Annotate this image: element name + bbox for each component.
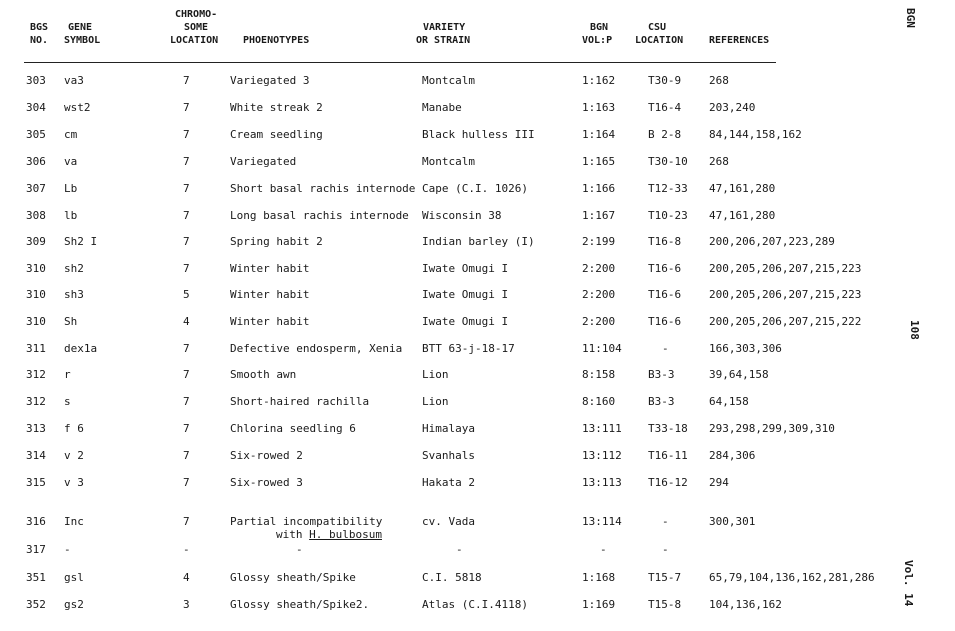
cell-references: 200,205,206,207,215,223 [709,262,862,275]
cell-phenotype: Short-haired rachilla [230,395,370,408]
cell-variety: BTT 63-j-18-17 [422,342,515,355]
cell-csu-location: - [662,342,669,355]
cell-bgn-volp: 2:199 [582,235,616,248]
cell-references: 84,144,158,162 [709,128,802,141]
cell-variety: Himalaya [422,422,475,435]
cell-bgn-volp: 2:200 [582,315,616,328]
species-name: H. bulbosum [309,528,382,541]
cell-variety: Cape (C.I. 1026) [422,182,528,195]
cell-references: 65,79,104,136,162,281,286 [709,571,875,584]
cell-csu-location: T16-6 [648,262,682,275]
header-phenotypes: PHOENOTYPES [243,35,310,46]
cell-references: 268 [709,155,729,168]
cell-references: 203,240 [709,101,756,114]
cell-chromosome: 7 [183,476,190,489]
cell-chromosome: 7 [183,128,190,141]
cell-gene-symbol: va [64,155,78,168]
header-csu: CSU [648,22,667,33]
cell-references: 200,205,206,207,215,223 [709,288,862,301]
header-gene: GENE [68,22,93,33]
cell-gene-symbol: Sh [64,315,78,328]
header-rule [24,62,776,63]
cell-bgs: 309 [26,235,46,248]
cell-variety: Montcalm [422,155,475,168]
cell-gene-symbol: sh3 [64,288,84,301]
cell-chromosome: 7 [183,182,190,195]
cell-csu-location: T16-6 [648,288,682,301]
header-variety: VARIETY [423,22,466,33]
cell-variety: Svanhals [422,449,475,462]
cell-bgn-volp: 1:169 [582,598,616,611]
cell-bgn-volp: 2:200 [582,288,616,301]
cell-gene-symbol: lb [64,209,78,222]
cell-variety: Iwate Omugi I [422,262,509,275]
cell-variety: Lion [422,368,449,381]
cell-gene-symbol: sh2 [64,262,84,275]
cell-csu-location: T16-8 [648,235,682,248]
cell-chromosome: 7 [183,395,190,408]
cell-chromosome: 7 [183,368,190,381]
cell-chromosome: 7 [183,74,190,87]
cell-gene-symbol: dex1a [64,342,98,355]
cell-gene-symbol: - [64,543,71,556]
cell-chromosome: 5 [183,288,190,301]
cell-bgn-volp: 11:104 [582,342,622,355]
cell-chromosome: 7 [183,101,190,114]
cell-chromosome: 7 [183,155,190,168]
cell-gene-symbol: r [64,368,71,381]
cell-csu-location: T16-11 [648,449,688,462]
cell-chromosome: 7 [183,342,190,355]
cell-variety: Iwate Omugi I [422,288,509,301]
cell-bgs: 317 [26,543,46,556]
cell-phenotype: Six-rowed 2 [230,449,303,462]
cell-phenotype-line2 [276,528,382,541]
header-symbol: SYMBOL [64,35,101,46]
volume-label: Vol. 14 [902,560,915,607]
header-references: REFERENCES [709,35,770,46]
cell-variety: Manabe [422,101,462,114]
cell-bgs: 306 [26,155,46,168]
cell-csu-location: T10-23 [648,209,688,222]
cell-gene-symbol: wst2 [64,101,91,114]
cell-references: 166,303,306 [709,342,782,355]
cell-bgs: 312 [26,395,46,408]
cell-references: 200,205,206,207,215,222 [709,315,862,328]
cell-phenotype: Variegated 3 [230,74,310,87]
cell-variety: - [456,543,463,556]
cell-bgs: 352 [26,598,46,611]
cell-references: 293,298,299,309,310 [709,422,835,435]
cell-bgs: 311 [26,342,46,355]
cell-phenotype: Spring habit 2 [230,235,323,248]
cell-csu-location: T30-9 [648,74,682,87]
cell-gene-symbol: gs2 [64,598,84,611]
cell-gene-symbol: cm [64,128,78,141]
cell-gene-symbol: v 3 [64,476,84,489]
cell-references: 300,301 [709,515,756,528]
cell-phenotype: Smooth awn [230,368,297,381]
cell-phenotype: Defective endosperm, Xenia [230,342,403,355]
cell-chromosome: 7 [183,209,190,222]
cell-variety: C.I. 5818 [422,571,482,584]
cell-bgs: 310 [26,288,46,301]
cell-csu-location: T15-7 [648,571,682,584]
cell-csu-location: - [662,515,669,528]
cell-csu-location: T30-10 [648,155,688,168]
cell-csu-location: T12-33 [648,182,688,195]
journal-label: BGN [904,8,917,28]
cell-references: 284,306 [709,449,756,462]
header-location: LOCATION [170,35,219,46]
cell-phenotype: Winter habit [230,288,310,301]
cell-chromosome: 7 [183,449,190,462]
cell-references: 39,64,158 [709,368,769,381]
cell-phenotype: White streak 2 [230,101,323,114]
header-no: NO. [30,35,49,46]
cell-csu-location: B3-3 [648,368,675,381]
cell-variety: Atlas (C.I.4118) [422,598,528,611]
cell-references: 47,161,280 [709,182,776,195]
cell-bgn-volp: 13:112 [582,449,622,462]
cell-gene-symbol: va3 [64,74,84,87]
cell-bgn-volp: - [600,543,607,556]
header-or-strain: OR STRAIN [416,35,471,46]
cell-csu-location: T33-18 [648,422,688,435]
cell-csu-location: B3-3 [648,395,675,408]
cell-bgn-volp: 1:167 [582,209,616,222]
cell-bgs: 310 [26,262,46,275]
cell-csu-location: - [662,543,669,556]
cell-bgn-volp: 13:111 [582,422,622,435]
cell-variety: Iwate Omugi I [422,315,509,328]
cell-references: 64,158 [709,395,749,408]
cell-variety: Montcalm [422,74,475,87]
cell-references: 200,206,207,223,289 [709,235,835,248]
cell-chromosome: 7 [183,235,190,248]
cell-references: 294 [709,476,729,489]
cell-bgn-volp: 8:158 [582,368,616,381]
cell-variety: cv. Vada [422,515,475,528]
cell-bgn-volp: 8:160 [582,395,616,408]
header-bgs: BGS [30,22,49,33]
cell-chromosome: - [183,543,190,556]
cell-bgn-volp: 13:113 [582,476,622,489]
cell-bgn-volp: 13:114 [582,515,622,528]
cell-phenotype: Variegated [230,155,297,168]
page-number: 108 [908,320,921,340]
cell-bgn-volp: 1:164 [582,128,616,141]
cell-bgs: 305 [26,128,46,141]
cell-bgs: 308 [26,209,46,222]
cell-phenotype: Winter habit [230,262,310,275]
cell-phenotype: Cream seedling [230,128,323,141]
cell-chromosome: 4 [183,315,190,328]
cell-csu-location: B 2-8 [648,128,682,141]
cell-chromosome: 7 [183,422,190,435]
cell-bgn-volp: 1:162 [582,74,616,87]
cell-bgn-volp: 2:200 [582,262,616,275]
cell-bgs: 315 [26,476,46,489]
header-csu-location: LOCATION [635,35,684,46]
cell-csu-location: T16-6 [648,315,682,328]
cell-phenotype: - [296,543,303,556]
cell-gene-symbol: Lb [64,182,78,195]
cell-bgn-volp: 1:168 [582,571,616,584]
cell-gene-symbol: s [64,395,71,408]
cell-references: 268 [709,74,729,87]
cell-bgs: 313 [26,422,46,435]
cell-bgs: 351 [26,571,46,584]
cell-bgn-volp: 1:165 [582,155,616,168]
cell-phenotype: Six-rowed 3 [230,476,303,489]
cell-chromosome: 3 [183,598,190,611]
cell-bgs: 316 [26,515,46,528]
cell-phenotype: Short basal rachis internode [230,182,416,195]
cell-bgn-volp: 1:163 [582,101,616,114]
cell-phenotype: Chlorina seedling 6 [230,422,356,435]
cell-variety: Indian barley (I) [422,235,535,248]
cell-gene-symbol: gsl [64,571,84,584]
cell-gene-symbol: Sh2 I [64,235,98,248]
cell-gene-symbol: Inc [64,515,84,528]
cell-references: 47,161,280 [709,209,776,222]
cell-bgs: 314 [26,449,46,462]
cell-variety: Hakata 2 [422,476,475,489]
header-bgn: BGN [590,22,609,33]
header-some: SOME [184,22,209,33]
cell-bgn-volp: 1:166 [582,182,616,195]
cell-phenotype: Glossy sheath/Spike [230,571,356,584]
phenotype-with-text: with [276,528,310,541]
cell-variety: Lion [422,395,449,408]
cell-gene-symbol: f 6 [64,422,84,435]
cell-chromosome: 4 [183,571,190,584]
cell-csu-location: T16-4 [648,101,682,114]
cell-phenotype: Winter habit [230,315,310,328]
cell-phenotype: Partial incompatibility [230,515,383,528]
cell-bgs: 312 [26,368,46,381]
cell-variety: Wisconsin 38 [422,209,502,222]
cell-chromosome: 7 [183,515,190,528]
cell-bgs: 307 [26,182,46,195]
cell-gene-symbol: v 2 [64,449,84,462]
cell-bgs: 304 [26,101,46,114]
cell-bgs: 303 [26,74,46,87]
cell-chromosome: 7 [183,262,190,275]
cell-phenotype: Long basal rachis internode [230,209,409,222]
cell-csu-location: T15-8 [648,598,682,611]
cell-phenotype: Glossy sheath/Spike2. [230,598,370,611]
header-volp: VOL:P [582,35,613,46]
cell-references: 104,136,162 [709,598,782,611]
cell-csu-location: T16-12 [648,476,688,489]
cell-bgs: 310 [26,315,46,328]
cell-variety: Black hulless III [422,128,535,141]
header-chromo: CHROMO- [175,9,218,20]
